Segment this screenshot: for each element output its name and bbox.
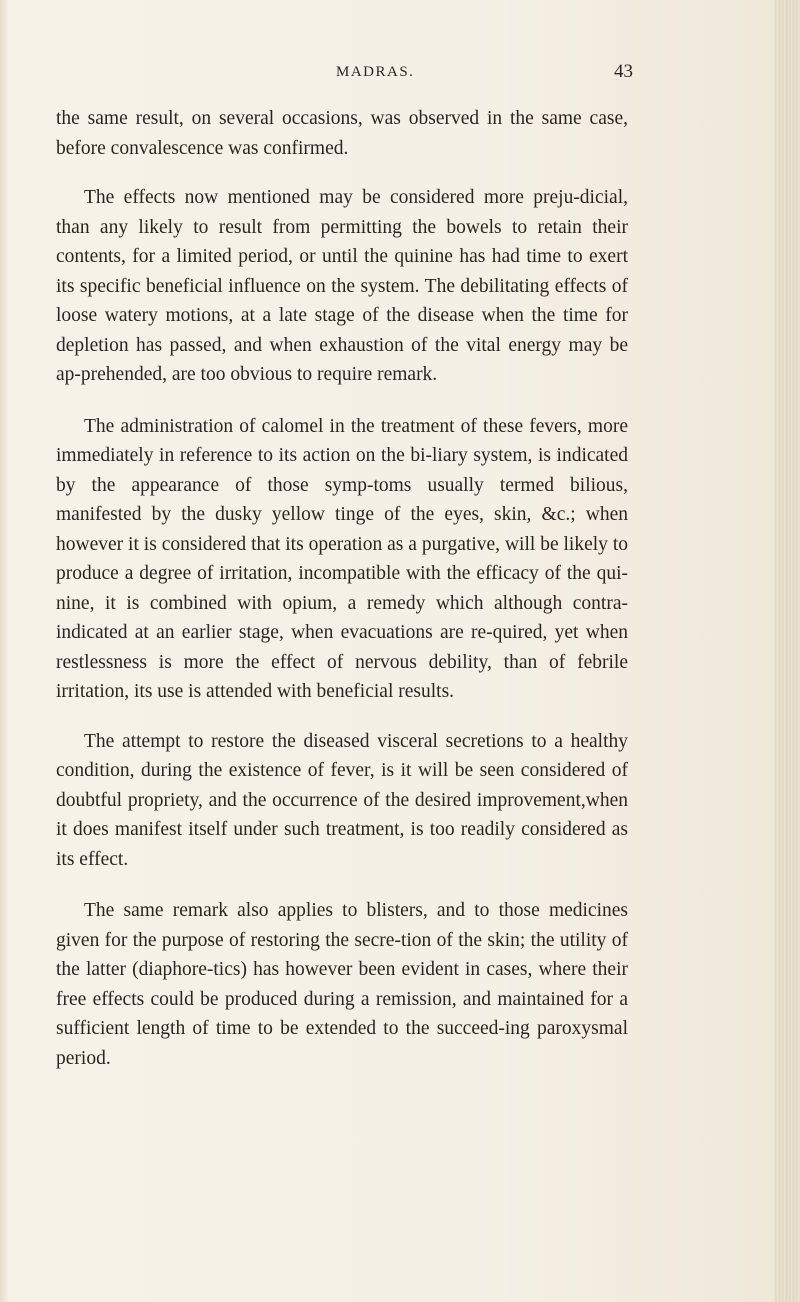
body-text bbox=[56, 104, 628, 1073]
running-head-title: MADRAS. bbox=[336, 64, 415, 80]
paragraph-3: The administration of calomel in the treatment of these fevers, more immediately in reference to its action on the bi-liary system, is indicated by the appearance of those symp-toms usually termed bilious, manifested by the dusky yellow tinge of the eyes, skin, &c.; when however it is considered that its operation as a purgative, will be likely to produce a degree of irritation, incompatible with the efficacy of the qui-nine, it is combined with opium, a remedy which although contra-indicated at an earlier stage, when evacuations are re-quired, yet when restlessness is more the effect of nervous debility, than of febrile irritation, its use is attended with beneficial results. bbox=[56, 415, 628, 702]
page-gutter-edge bbox=[774, 0, 800, 1302]
paragraph-2: The effects now mentioned may be considered more preju-dicial, than any likely to result from permitting the bowels to retain their contents, for a limited period, or until the quinine has had time to exert its specific beneficial influence on the system. The debilitating effects of loose watery motions, at a late stage of the disease when the time for depletion has passed, and when exhaustion of the vital energy may be ap-prehended, are too obvious to require remark. bbox=[56, 187, 628, 385]
paragraph-1: the same result, on several occasions, was observed in the same case, before convalescence was confirmed. bbox=[56, 108, 628, 159]
running-head bbox=[0, 61, 800, 88]
page-left-margin-shadow bbox=[0, 0, 8, 1302]
page-number: 43 bbox=[614, 61, 633, 82]
paragraph-5: The same remark also applies to blisters, and to those medicines given for the purpose of restoring the secre-tion of the skin; the utility of the latter (diaphore-tics) has however been evident in cases, where their free effects could be produced during a remission, and maintained for a sufficient length of time to be extended to the succeed-ing paroxysmal period. bbox=[56, 900, 628, 1069]
paragraph-4: The attempt to restore the diseased visceral secretions to a healthy condition, during the existence of fever, is it will be seen considered of doubtful propriety, and the occurrence of the desired improvement,when it does manifest itself under such treatment, is too readily considered as its effect. bbox=[56, 730, 628, 870]
